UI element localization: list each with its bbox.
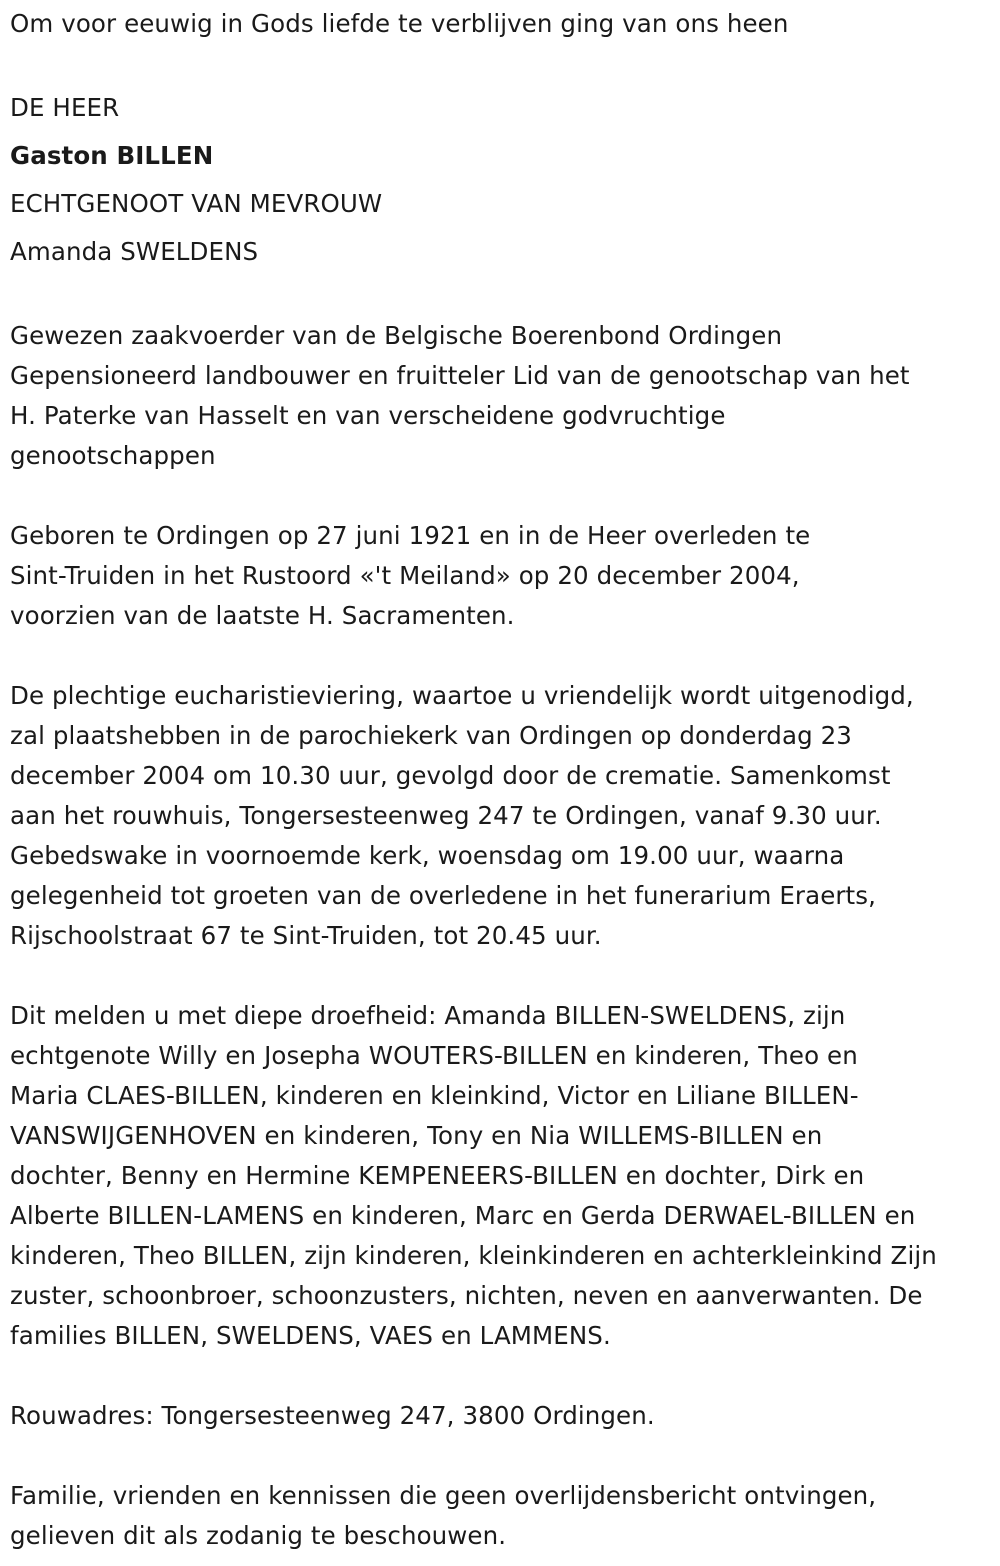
spacer [10,276,990,316]
spacer [10,956,990,996]
ceremony-paragraph [10,676,990,956]
text-line: Maria CLAES-BILLEN, kinderen en kleinkind, Victor en Liliane BILLEN- [10,1081,859,1110]
birth-death-paragraph [10,516,990,636]
text-line: gelegenheid tot groeten van de overledene in het funerarium Eraerts, [10,881,876,910]
text-line: Rijschoolstraat 67 te Sint-Truiden, tot 20.45 uur. [10,921,602,950]
spouse-name: Amanda SWELDENS [10,237,259,266]
deceased-name: Gaston BILLEN [10,141,214,170]
text-line: H. Paterke van Hasselt en van verscheidene godvruchtige [10,401,726,430]
spacer [10,476,990,516]
text-line: Geboren te Ordingen op 27 juni 1921 en in de Heer overleden te [10,521,811,550]
text-line: dochter, Benny en Hermine KEMPENEERS-BILLEN en dochter, Dirk en [10,1161,865,1190]
deceased-header [10,84,990,276]
spacer [10,636,990,676]
text-line: echtgenote Willy en Josepha WOUTERS-BILLEN en kinderen, Theo en [10,1041,858,1070]
text-line: voorzien van de laatste H. Sacramenten. [10,601,515,630]
text-line: Dit melden u met diepe droefheid: Amanda BILLEN-SWELDENS, zijn [10,1001,846,1030]
text-line: families BILLEN, SWELDENS, VAES en LAMMENS. [10,1321,611,1350]
title-label: DE HEER [10,93,120,122]
text-line: Gepensioneerd landbouwer en fruitteler Lid van de genootschap van het [10,361,910,390]
text-line: zuster, schoonbroer, schoonzusters, nichten, neven en aanverwanten. De [10,1281,923,1310]
text-line: gelieven dit als zodanig te beschouwen. [10,1521,507,1550]
relation-label: ECHTGENOOT VAN MEVROUW [10,189,383,218]
text-line: Familie, vrienden en kennissen die geen overlijdensbericht ontvingen, [10,1481,877,1510]
family-paragraph [10,996,990,1356]
spacer [10,44,990,84]
text-line: aan het rouwhuis, Tongersesteenweg 247 te Ordingen, vanaf 9.30 uur. [10,801,882,830]
text-line: VANSWIJGENHOVEN en kinderen, Tony en Nia WILLEMS-BILLEN en [10,1121,823,1150]
text-line: zal plaatshebben in de parochiekerk van Ordingen op donderdag 23 [10,721,852,750]
mourning-address: Rouwadres: Tongersesteenweg 247, 3800 Ordingen. [10,1401,655,1430]
text-line: De plechtige eucharistieviering, waartoe u vriendelijk wordt uitgenodigd, [10,681,914,710]
text-line: kinderen, Theo BILLEN, zijn kinderen, kleinkinderen en achterkleinkind Zijn [10,1241,937,1270]
closing-paragraph [10,1476,990,1556]
text-line: genootschappen [10,441,216,470]
text-line: Gewezen zaakvoerder van de Belgische Boerenbond Ordingen [10,321,783,350]
text-line: Sint-Truiden in het Rustoord «'t Meiland» op 20 december 2004, [10,561,800,590]
text-line: Gebedswake in voornoemde kerk, woensdag om 19.00 uur, waarna [10,841,845,870]
intro-line: Om voor eeuwig in Gods liefde te verblijven ging van ons heen [10,9,789,38]
spacer [10,1356,990,1396]
text-line: december 2004 om 10.30 uur, gevolgd door de crematie. Samenkomst [10,761,891,790]
career-paragraph [10,316,990,476]
text-line: Alberte BILLEN-LAMENS en kinderen, Marc en Gerda DERWAEL-BILLEN en [10,1201,916,1230]
spacer [10,1436,990,1476]
